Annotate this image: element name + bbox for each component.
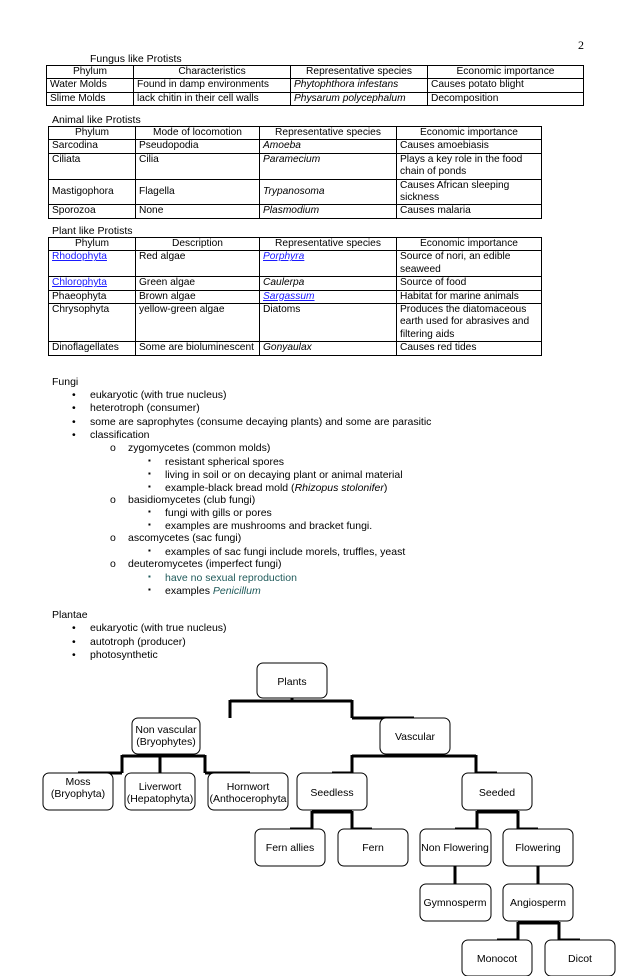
node-label: Moss xyxy=(65,776,91,788)
table-cell: Source of food xyxy=(397,277,542,290)
table-cell: Decomposition xyxy=(428,92,584,105)
node-label: (Anthocerophyta xyxy=(209,793,287,805)
header-cell: Representative species xyxy=(260,127,397,140)
plant-like-caption: Plant like Protists xyxy=(52,225,133,237)
square-bullet-icon: ▪ xyxy=(148,469,151,478)
bullet-icon: • xyxy=(72,389,76,401)
page-number: 2 xyxy=(578,38,584,52)
table-cell: Produces the diatomaceous earth used for abrasives and filtering aids xyxy=(397,304,542,342)
class-item-text: ) xyxy=(383,482,388,494)
node-label: Flowering xyxy=(515,842,561,854)
node-label: (Bryophytes) xyxy=(136,736,196,748)
bullet-icon: • xyxy=(72,429,76,441)
node-label: Monocot xyxy=(476,953,518,965)
node-label: Gymnosperm xyxy=(423,897,487,909)
header-cell: Economic importance xyxy=(428,66,584,79)
class-item: resistant spherical spores xyxy=(165,456,285,468)
bullet-icon: • xyxy=(72,622,76,634)
circle-bullet-icon: o xyxy=(110,442,116,454)
table-cell: Gonyaulax xyxy=(260,342,397,355)
table-cell: Diatoms xyxy=(260,304,397,342)
table-cell: Causes malaria xyxy=(397,205,542,218)
node-label: Fern allies xyxy=(265,842,315,854)
fungus-like-caption: Fungus like Protists xyxy=(90,53,182,65)
rhodophyta-link[interactable]: Rhodophyta xyxy=(52,251,107,263)
fungi-bullet-text: some are saprophytes (consume decaying plants) and some are parasitic xyxy=(90,416,432,428)
table-cell: Paramecium xyxy=(260,153,397,179)
bullet-icon: • xyxy=(72,636,76,648)
class-item: living in soil or on decaying plant or animal material xyxy=(165,469,403,481)
header-cell: Characteristics xyxy=(134,66,291,79)
table-cell: Causes potato blight xyxy=(428,79,584,92)
node-label: (Hepatophyta) xyxy=(126,793,194,805)
porphyra-link[interactable]: Porphyra xyxy=(263,251,305,263)
node-label: Seeded xyxy=(478,787,516,799)
table-cell: Slime Molds xyxy=(47,92,134,105)
header-cell: Phylum xyxy=(49,127,136,140)
fungi-bullet-text: classification xyxy=(90,429,150,441)
species-name: Rhizopus stolonifer xyxy=(294,482,384,494)
table-cell: Pseudopodia xyxy=(136,140,260,153)
table-cell: Found in damp environments xyxy=(134,79,291,92)
class-item: have no sexual reproduction xyxy=(165,572,297,584)
circle-bullet-icon: o xyxy=(110,532,116,544)
plantae-bullet-text: eukaryotic (with true nucleus) xyxy=(90,622,227,634)
square-bullet-icon: ▪ xyxy=(148,546,151,555)
square-bullet-icon: ▪ xyxy=(148,456,151,465)
bullet-icon: • xyxy=(72,649,76,661)
table-cell: Cilia xyxy=(136,153,260,179)
table-cell: Green algae xyxy=(136,277,260,290)
table-cell: Sarcodina xyxy=(49,140,136,153)
square-bullet-icon: ▪ xyxy=(148,585,151,594)
table-cell: Phaeophyta xyxy=(49,290,136,303)
table-cell: Water Molds xyxy=(47,79,134,92)
square-bullet-icon: ▪ xyxy=(148,520,151,529)
node-label: Plants xyxy=(277,676,307,688)
plantae-bullet-text: photosynthetic xyxy=(90,649,158,661)
table-cell: Some are bioluminescent xyxy=(136,342,260,355)
node-label: Seedless xyxy=(310,787,354,799)
table-cell: Causes red tides xyxy=(397,342,542,355)
node-label: Dicot xyxy=(568,953,592,965)
node-label: Liverwort xyxy=(138,781,182,793)
table-cell: Habitat for marine animals xyxy=(397,290,542,303)
sargassum-link[interactable]: Sargassum xyxy=(263,290,315,302)
node-label: Fern xyxy=(362,842,384,854)
table-cell: Flagella xyxy=(136,179,260,205)
class-item: fungi with gills or pores xyxy=(165,507,272,519)
table-cell: Dinoflagellates xyxy=(49,342,136,355)
table-cell: Plasmodium xyxy=(260,205,397,218)
table-cell: Causes African sleeping sickness xyxy=(397,179,542,205)
header-cell: Economic importance xyxy=(397,238,542,251)
header-cell: Phylum xyxy=(47,66,134,79)
table-cell: Physarum polycephalum xyxy=(291,92,428,105)
species-name: Penicillum xyxy=(212,585,261,597)
table-cell: Phytophthora infestans xyxy=(291,79,428,92)
table-cell: Chrysophyta xyxy=(49,304,136,342)
table-cell: Source of nori, an edible seaweed xyxy=(397,251,542,277)
table-cell: Red algae xyxy=(136,251,260,277)
table-cell: Causes amoebiasis xyxy=(397,140,542,153)
table-cell: Amoeba xyxy=(260,140,397,153)
plantae-heading: Plantae xyxy=(52,609,88,621)
fungi-bullet-text: heterotroph (consumer) xyxy=(90,402,200,414)
header-cell: Economic importance xyxy=(397,127,542,140)
fungi-heading: Fungi xyxy=(52,376,79,388)
plantae-bullet-text: autotroph (producer) xyxy=(90,636,186,648)
chlorophyta-link[interactable]: Chlorophyta xyxy=(52,277,107,289)
table-cell: Mastigophora xyxy=(49,179,136,205)
node-label: Hornwort xyxy=(226,781,270,793)
header-cell: Mode of locomotion xyxy=(136,127,260,140)
header-cell: Representative species xyxy=(291,66,428,79)
class-item: examples are mushrooms and bracket fungi. xyxy=(165,520,373,532)
table-cell: Brown algae xyxy=(136,290,260,303)
node-label: (Bryophyta) xyxy=(50,788,106,800)
square-bullet-icon: ▪ xyxy=(148,507,151,516)
bullet-icon: • xyxy=(72,416,76,428)
node-label: Angiosperm xyxy=(509,897,567,909)
square-bullet-icon: ▪ xyxy=(148,482,151,491)
node-label: Vascular xyxy=(394,731,436,743)
class-item-text: example-black bread mold ( xyxy=(165,482,295,494)
header-cell: Description xyxy=(136,238,260,251)
table-cell: Trypanosoma xyxy=(260,179,397,205)
animal-like-caption: Animal like Protists xyxy=(52,114,141,126)
square-bullet-icon: ▪ xyxy=(148,572,151,581)
circle-bullet-icon: o xyxy=(110,558,116,570)
table-cell: Caulerpa xyxy=(260,277,397,290)
table-cell: lack chitin in their cell walls xyxy=(134,92,291,105)
class-name: deuteromycetes (imperfect fungi) xyxy=(128,558,282,570)
header-cell: Phylum xyxy=(49,238,136,251)
circle-bullet-icon: o xyxy=(110,494,116,506)
node-label: Non vascular xyxy=(135,724,197,736)
bullet-icon: • xyxy=(72,402,76,414)
table-cell: Plays a key role in the food chain of ponds xyxy=(397,153,542,179)
class-name: basidiomycetes (club fungi) xyxy=(128,494,256,506)
table-cell: yellow-green algae xyxy=(136,304,260,342)
node-label: Non Flowering xyxy=(421,842,489,854)
header-cell: Representative species xyxy=(260,238,397,251)
class-item: examples of sac fungi include morels, truffles, yeast xyxy=(165,546,406,558)
class-name: ascomycetes (sac fungi) xyxy=(128,532,242,544)
table-cell: Ciliata xyxy=(49,153,136,179)
table-cell: Sporozoa xyxy=(49,205,136,218)
class-item-text: examples xyxy=(165,585,213,597)
fungi-bullet-text: eukaryotic (with true nucleus) xyxy=(90,389,227,401)
class-name: zygomycetes (common molds) xyxy=(128,442,271,454)
table-cell: None xyxy=(136,205,260,218)
